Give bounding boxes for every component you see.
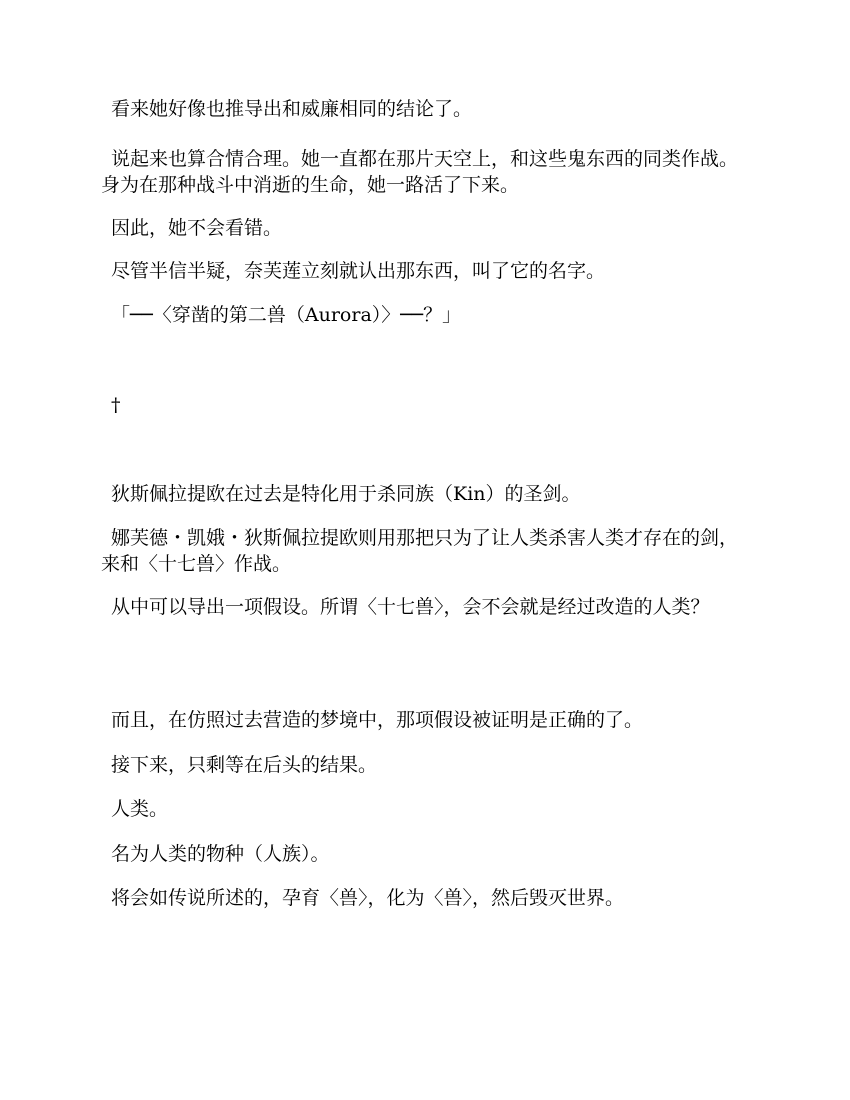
paragraph-3: 因此，她不会看错。 (111, 217, 283, 239)
section-divider-dagger: † (111, 394, 121, 416)
paragraph-7: 娜芙德・凯娥・狄斯佩拉提欧则用那把只为了让人类杀害人类才存在的剑，来和〈十七兽〉作战。 (101, 527, 739, 575)
paragraph-13: 将会如传说所述的，孕育〈兽〉，化为〈兽〉，然后毁灭世界。 (111, 887, 625, 909)
paragraph-4: 尽管半信半疑，奈芙莲立刻就认出那东西，叫了它的名字。 (111, 260, 606, 282)
paragraph-12: 名为人类的物种（人族）。 (111, 843, 330, 865)
paragraph-8: 从中可以导出一项假设。所谓〈十七兽〉，会不会就是经过改造的人类？ (111, 596, 710, 618)
paragraph-2: 说起来也算合情合理。她一直都在那片天空上，和这些鬼东西的同类作战。身为在那种战斗中消逝的生命，她一路活了下来。 (101, 148, 739, 196)
paragraph-6: 狄斯佩拉提欧在过去是特化用于杀同族（Kin）的圣剑。 (111, 483, 581, 505)
paragraph-11: 人类。 (111, 798, 169, 820)
paragraph-9: 而且，在仿照过去营造的梦境中，那项假设被证明是正确的了。 (111, 709, 644, 731)
paragraph-5-dialogue: 「──〈穿凿的第二兽（Aurora）〉──？」 (111, 304, 462, 326)
paragraph-10: 接下来，只剩等在后头的结果。 (111, 754, 378, 776)
paragraph-1: 看来她好像也推导出和威廉相同的结论了。 (111, 98, 473, 120)
